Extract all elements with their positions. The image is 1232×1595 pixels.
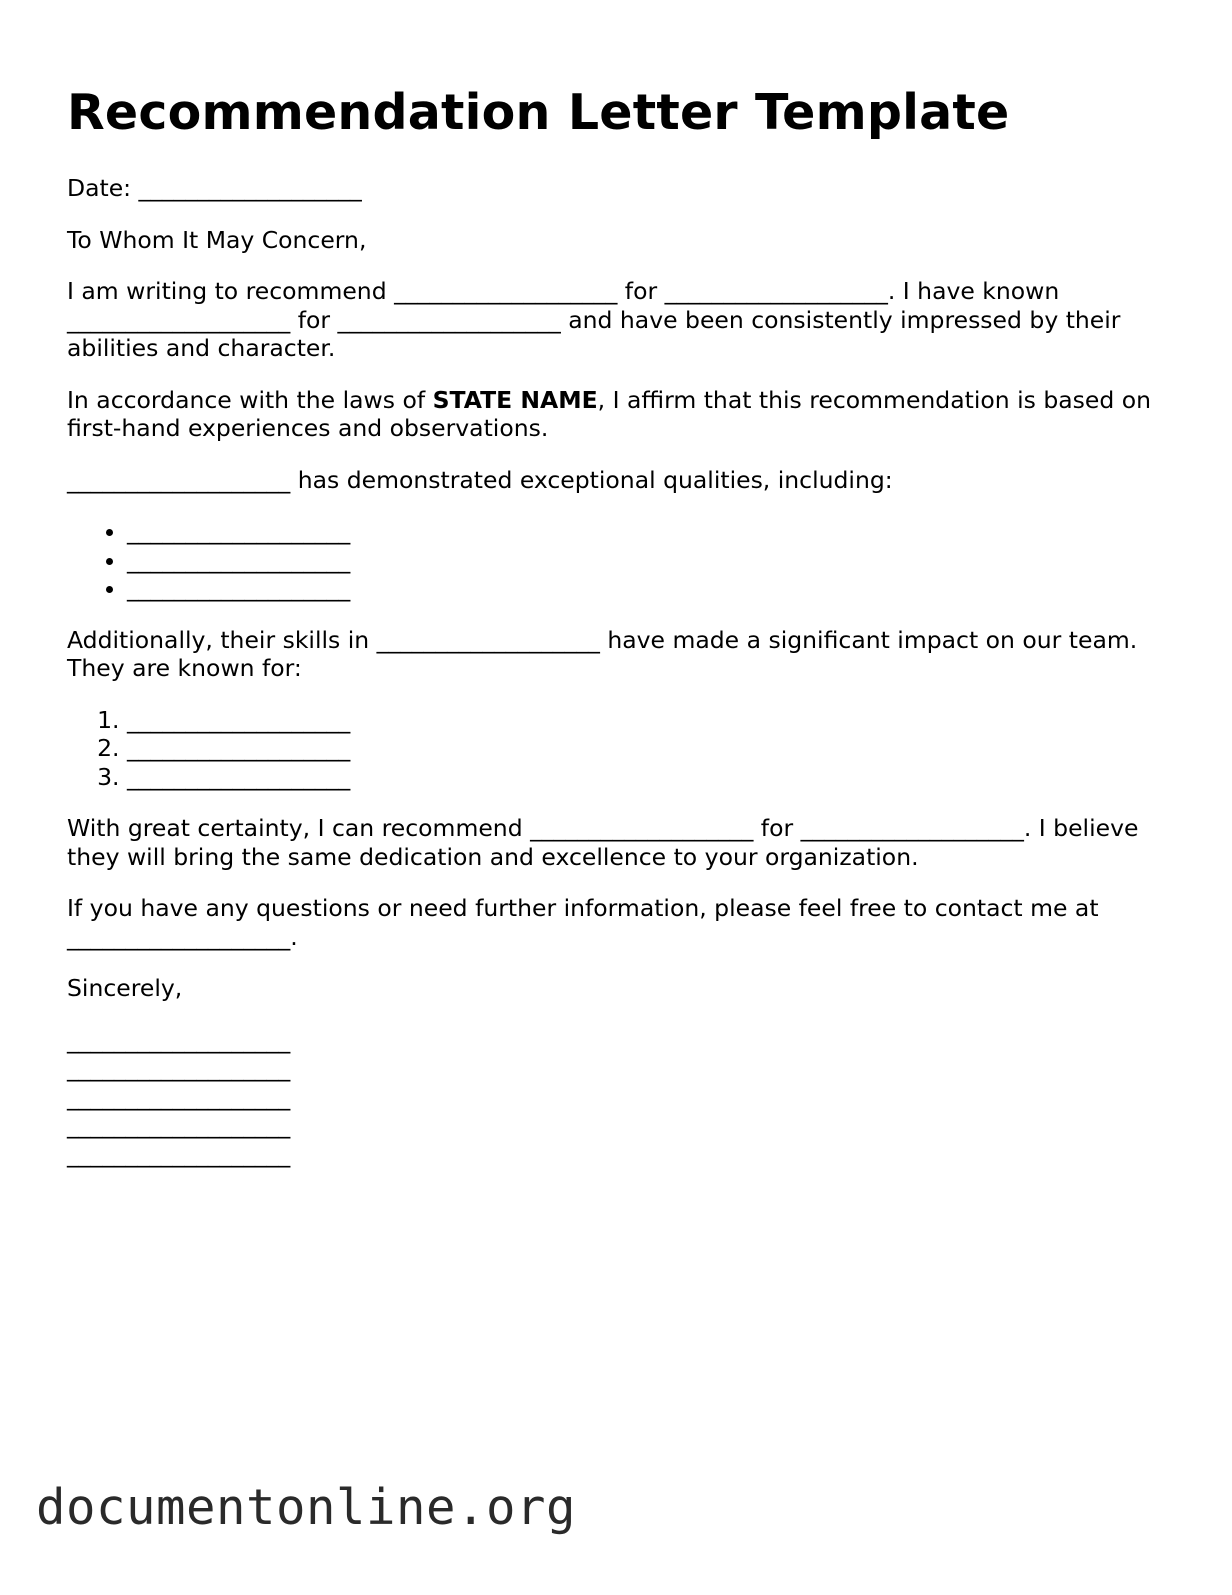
signature-line: ___________________ (67, 1139, 291, 1168)
salutation: To Whom It May Concern, (67, 225, 367, 254)
signature-line: ___________________ (67, 1054, 291, 1082)
closing: Sincerely, (67, 974, 183, 1002)
affirmation-text-before: In accordance with the laws of (67, 385, 433, 414)
list-item: 3. ___________________ (127, 763, 1157, 792)
list-item: 1. ___________________ (127, 706, 1157, 735)
list-item: • ___________________ (127, 517, 1157, 546)
list-item: • ___________________ (127, 546, 1157, 575)
letter-document (67, 78, 1157, 1168)
qualities-intro: ___________________ has demonstrated exceptional qualities, including: (67, 465, 893, 494)
contact-paragraph: If you have any questions or need further information, please feel free to contact me at ___________________. (67, 894, 1099, 951)
known-for-list (67, 706, 1157, 792)
signature-line: ___________________ (67, 1025, 291, 1054)
list-item: 2. ___________________ (127, 734, 1157, 763)
skills-paragraph: Additionally, their skills in ___________________ have made a significant impact on our team. They are known for: (67, 625, 1138, 682)
watermark-text: documentonline.org (36, 1479, 577, 1536)
legal-affirmation-paragraph (67, 386, 1157, 443)
recommendation-paragraph: I am writing to recommend ___________________ for ___________________. I have known ___________________ for ___________________ and have been consistently impressed by their abilities and character. (67, 277, 1121, 362)
signature-line: ___________________ (67, 1111, 291, 1139)
state-name: STATE NAME (432, 385, 598, 414)
date-line: Date: ___________________ (67, 174, 362, 202)
signature-block (67, 1026, 1157, 1169)
document-title: Recommendation Letter Template (67, 84, 1010, 141)
list-item: • ___________________ (127, 574, 1157, 603)
certainty-paragraph: With great certainty, I can recommend ___________________ for ___________________. I believe they will bring the same dedication and excellence to your organization. (67, 814, 1139, 871)
qualities-list (67, 517, 1157, 603)
affirmation-text-after: , I affirm that this recommendation is based on first-hand experiences and observations. (67, 385, 1152, 442)
signature-line: ___________________ (67, 1082, 291, 1111)
